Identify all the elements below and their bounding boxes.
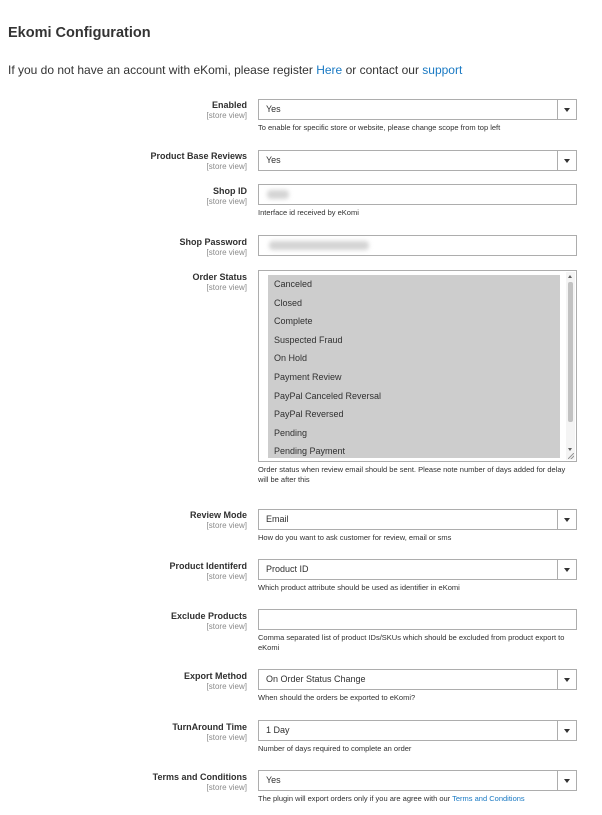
order-status-option[interactable]: Suspected Fraud [274, 334, 343, 345]
label-product-base-reviews [7, 151, 247, 172]
label-review-mode [7, 510, 247, 531]
chevron-down-icon [564, 108, 570, 112]
scrollbar-thumb[interactable] [568, 282, 573, 422]
label-product-base-reviews-scope: [store view] [206, 162, 247, 171]
label-enabled [7, 100, 247, 121]
shop-id-input[interactable] [258, 184, 577, 205]
chevron-down-icon [564, 729, 570, 733]
exclude-products-note: Comma separated list of product IDs/SKUs which should be excluded from product export to eKomi [258, 633, 565, 652]
field-product-identifier [258, 559, 577, 593]
product-identifier-select-value: Product ID [266, 564, 309, 574]
export-method-dropdown-toggle[interactable] [557, 670, 576, 689]
label-product-identifier-scope: [store view] [206, 572, 247, 581]
label-order-status [7, 272, 247, 293]
field-export-method [258, 669, 577, 703]
enabled-dropdown-toggle[interactable] [557, 100, 576, 119]
shop-id-redacted-value [267, 190, 289, 199]
order-status-option[interactable]: Payment Review [274, 371, 342, 382]
label-export-method-name: Export Method [184, 671, 247, 681]
order-status-scrollbar[interactable] [566, 272, 575, 460]
order-status-note: Order status when review email should be sent. Please note number of days added for delay will be after this [258, 465, 566, 484]
chevron-down-icon [564, 159, 570, 163]
review-mode-dropdown-toggle[interactable] [557, 510, 576, 529]
export-method-select-value: On Order Status Change [266, 674, 366, 684]
shop-password-input[interactable] [258, 235, 577, 256]
order-status-option[interactable]: Canceled [274, 279, 313, 289]
order-status-multiselect[interactable] [258, 270, 577, 462]
product-base-reviews-select-value: Yes [266, 155, 281, 165]
chevron-down-icon [564, 678, 570, 682]
label-terms-scope: [store view] [206, 783, 247, 792]
shop-password-redacted-value [269, 241, 369, 250]
label-product-identifier [7, 561, 247, 582]
shop-id-note: Interface id received by eKomi [258, 208, 359, 217]
scroll-down-icon[interactable] [568, 448, 572, 451]
label-turnaround-time-name: TurnAround Time [172, 722, 247, 732]
terms-note [258, 794, 577, 804]
field-order-status [258, 270, 577, 485]
chevron-down-icon [564, 518, 570, 522]
order-status-option[interactable]: PayPal Reversed [274, 409, 344, 420]
enabled-select-value: Yes [266, 104, 281, 114]
exclude-products-input[interactable] [258, 609, 577, 630]
label-order-status-name: Order Status [192, 272, 247, 282]
review-mode-select-value: Email [266, 514, 289, 524]
turnaround-time-select-value: 1 Day [266, 725, 290, 735]
label-exclude-products-name: Exclude Products [170, 611, 247, 621]
product-identifier-dropdown-toggle[interactable] [557, 560, 576, 579]
label-terms [7, 772, 247, 793]
support-link[interactable]: support [422, 63, 463, 77]
field-shop-password [258, 235, 577, 256]
label-turnaround-time [7, 722, 247, 743]
label-exclude-products-scope: [store view] [206, 622, 247, 631]
export-method-select[interactable] [258, 669, 577, 690]
turnaround-time-note: Number of days required to complete an order [258, 744, 412, 753]
product-identifier-note: Which product attribute should be used as identifier in eKomi [258, 583, 460, 592]
field-terms [258, 770, 577, 804]
label-review-mode-name: Review Mode [189, 510, 247, 520]
register-here-link[interactable]: Here [316, 63, 343, 77]
product-base-reviews-dropdown-toggle[interactable] [557, 151, 576, 170]
resize-grip-icon[interactable] [568, 453, 574, 459]
field-product-base-reviews [258, 150, 577, 171]
label-enabled-name: Enabled [211, 100, 247, 110]
order-status-option[interactable]: Pending Payment [274, 446, 346, 457]
order-status-option[interactable]: PayPal Canceled Reversal [274, 390, 382, 401]
terms-select[interactable] [258, 770, 577, 791]
chevron-down-icon [564, 568, 570, 572]
field-review-mode [258, 509, 577, 543]
label-review-mode-scope: [store view] [206, 521, 247, 530]
field-enabled [258, 99, 577, 133]
terms-dropdown-toggle[interactable] [557, 771, 576, 790]
enabled-select[interactable] [258, 99, 577, 120]
review-mode-note: How do you want to ask customer for review, email or sms [258, 533, 452, 542]
terms-select-value: Yes [266, 775, 281, 785]
order-status-option[interactable]: On Hold [274, 353, 308, 364]
field-exclude-products [258, 609, 577, 653]
label-shop-id-scope: [store view] [206, 197, 247, 206]
label-exclude-products [7, 611, 247, 632]
order-status-option[interactable]: Complete [274, 316, 313, 327]
export-method-note: When should the orders be exported to eKomi? [258, 693, 416, 702]
scroll-up-icon[interactable] [568, 275, 572, 278]
intro-text-mid: or contact our [345, 63, 419, 77]
terms-note-text: The plugin will export orders only if you are agree with our [258, 794, 451, 803]
label-enabled-scope: [store view] [206, 111, 247, 120]
label-shop-password-scope: [store view] [206, 248, 247, 257]
label-shop-id [7, 186, 247, 207]
label-shop-password [7, 237, 247, 258]
terms-and-conditions-link[interactable]: Terms and Conditions [452, 794, 525, 803]
order-status-option[interactable]: Closed [274, 297, 303, 308]
page-title: Ekomi Configuration [8, 25, 151, 41]
label-order-status-scope: [store view] [206, 283, 247, 292]
label-export-method [7, 671, 247, 692]
order-status-option[interactable]: Pending [274, 427, 308, 438]
product-base-reviews-select[interactable] [258, 150, 577, 171]
field-turnaround-time [258, 720, 577, 754]
order-status-option-list [268, 275, 560, 458]
label-export-method-scope: [store view] [206, 682, 247, 691]
label-product-identifier-name: Product Identiferd [169, 561, 247, 571]
label-terms-name: Terms and Conditions [152, 772, 247, 782]
intro-text [8, 63, 462, 77]
intro-text-start: If you do not have an account with eKomi, please register [8, 63, 313, 77]
label-shop-password-name: Shop Password [179, 237, 247, 247]
product-identifier-select[interactable] [258, 559, 577, 580]
label-product-base-reviews-name: Product Base Reviews [150, 151, 247, 161]
enabled-note: To enable for specific store or website, please change scope from top left [258, 123, 501, 132]
label-shop-id-name: Shop ID [213, 186, 247, 196]
chevron-down-icon [564, 779, 570, 783]
label-turnaround-time-scope: [store view] [206, 733, 247, 742]
review-mode-select[interactable] [258, 509, 577, 530]
turnaround-time-dropdown-toggle[interactable] [557, 721, 576, 740]
turnaround-time-select[interactable] [258, 720, 577, 741]
field-shop-id [258, 184, 577, 218]
